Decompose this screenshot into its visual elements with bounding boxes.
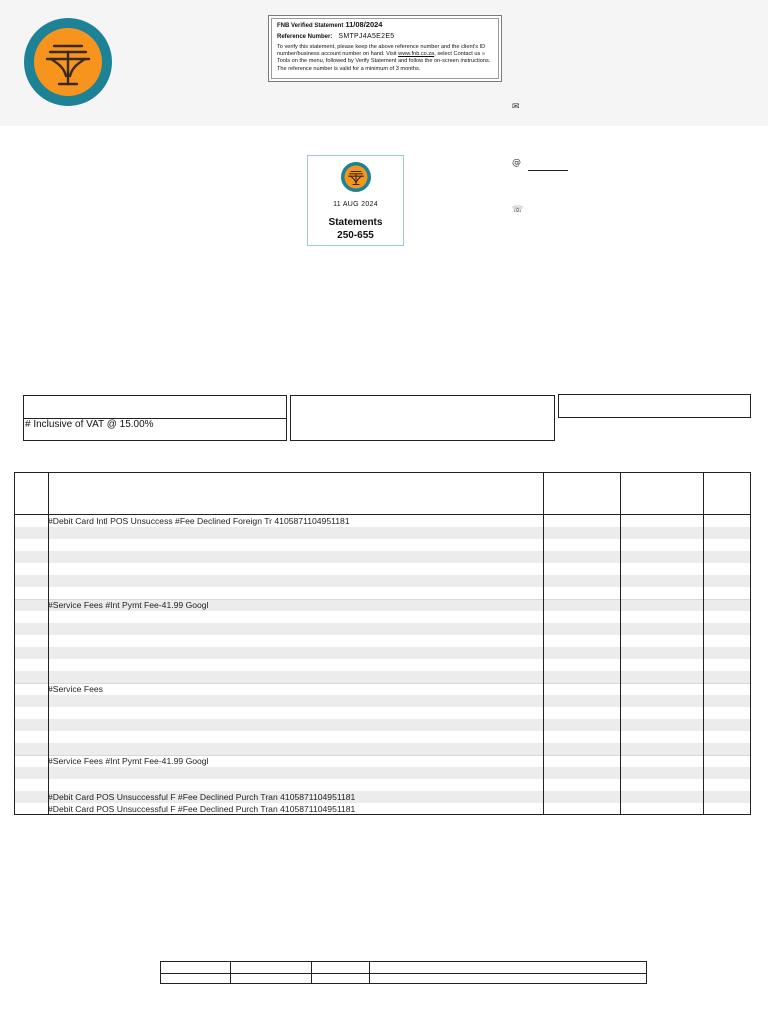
table-row	[15, 683, 750, 695]
table-row	[15, 719, 750, 731]
table-row	[15, 779, 750, 791]
transaction-description: #Debit Card POS Unsuccessful F #Fee Declined Purch Tran 4105871104951181	[48, 804, 356, 814]
footer-row-divider	[161, 973, 646, 974]
column-divider	[48, 473, 49, 814]
table-row	[15, 575, 750, 587]
at-sign-icon: @	[512, 158, 521, 168]
stamp-date: 11 AUG 2024	[333, 201, 378, 208]
footer-column-divider	[369, 962, 370, 983]
table-row	[15, 659, 750, 671]
transaction-description: #Debit Card POS Unsuccessful F #Fee Declined Purch Tran 4105871104951181	[48, 792, 356, 802]
transaction-description: #Service Fees	[48, 684, 103, 694]
verified-statement-date: 11/08/2024	[345, 20, 383, 29]
table-row	[15, 587, 750, 599]
table-row	[15, 515, 750, 527]
table-row	[15, 539, 750, 551]
fnb-logo	[23, 18, 113, 106]
email-underline	[528, 170, 568, 171]
verification-instructions	[277, 44, 493, 73]
telephone-icon: ☏	[512, 205, 524, 215]
row-group-separator	[15, 755, 750, 756]
table-row	[15, 707, 750, 719]
footer-column-divider	[311, 962, 312, 983]
branch-stamp	[307, 155, 404, 246]
verification-box	[268, 15, 502, 82]
instructions-text-part1: To verify this statement, please keep the above reference number and the client's ID number/business account number on hand. Visit	[277, 44, 486, 58]
table-row	[15, 623, 750, 635]
transaction-description: #Service Fees #Int Pymt Fee-41.99 Googl	[48, 756, 209, 766]
table-row	[15, 755, 750, 767]
table-row	[15, 611, 750, 623]
table-row	[15, 731, 750, 743]
table-row	[15, 599, 750, 611]
summary-box-right	[558, 394, 751, 418]
table-row	[15, 695, 750, 707]
envelope-icon: ✉	[512, 102, 520, 112]
table-row	[15, 563, 750, 575]
table-row	[15, 767, 750, 779]
transactions-table	[14, 472, 751, 815]
vat-note: # Inclusive of VAT @ 15.00%	[25, 419, 154, 430]
transaction-description: #Debit Card Intl POS Unsuccess #Fee Declined Foreign Tr 4105871104951181	[48, 516, 350, 526]
table-row	[15, 671, 750, 683]
summary-box-middle	[290, 395, 555, 441]
table-row	[15, 635, 750, 647]
row-group-separator	[15, 599, 750, 600]
verified-statement-label: FNB Verified Statement	[277, 23, 344, 29]
column-divider	[620, 473, 621, 814]
instructions-text-part2: , select Contact us » Tools on the menu, followed by Verify Statement and follow the on-screen instructions. The reference number is valid for a minimum of 3 months.	[277, 51, 491, 72]
column-divider	[703, 473, 704, 814]
table-row	[15, 647, 750, 659]
fnb-website-link[interactable]: www.fnb.co.za	[398, 51, 435, 58]
table-row	[15, 551, 750, 563]
table-row	[15, 791, 750, 803]
table-row	[15, 527, 750, 539]
row-group-separator	[15, 683, 750, 684]
table-row	[15, 803, 750, 815]
reference-number-value: SMTPJ4A5E2E5	[338, 33, 395, 40]
table-row	[15, 743, 750, 755]
transaction-description: #Service Fees #Int Pymt Fee-41.99 Googl	[48, 600, 209, 610]
transactions-table-header	[15, 473, 750, 515]
footer-table	[160, 961, 647, 984]
footer-column-divider	[230, 962, 231, 983]
stamp-title: Statements	[328, 217, 383, 228]
stamp-branch-code: 250-655	[337, 230, 374, 241]
fnb-mini-logo	[341, 162, 371, 192]
column-divider	[543, 473, 544, 814]
reference-number-label: Reference Number:	[277, 34, 333, 40]
summary-box-top-left	[23, 395, 287, 419]
